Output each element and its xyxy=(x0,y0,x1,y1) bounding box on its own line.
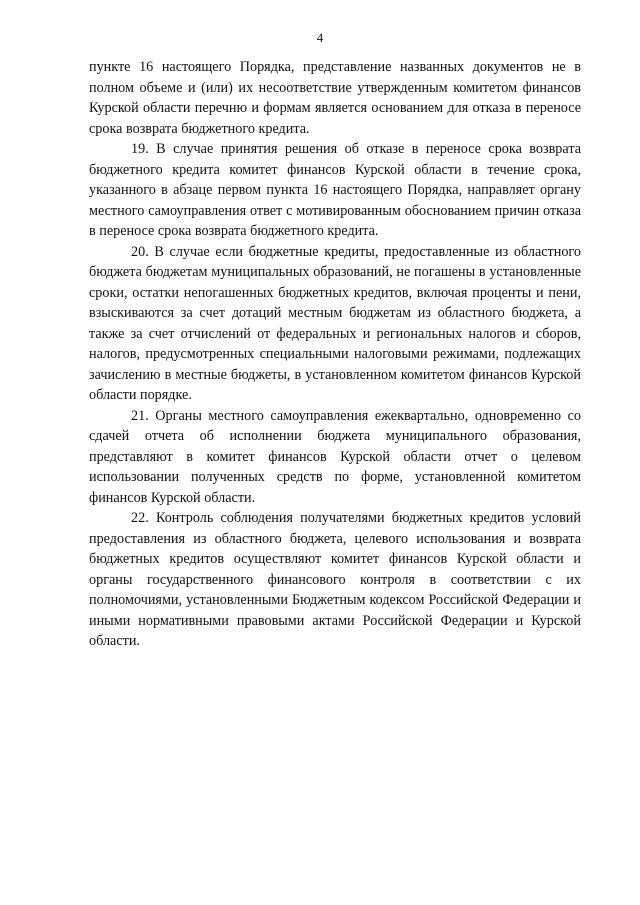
paragraph-20: 20. В случае если бюджетные кредиты, предоставленные из областного бюджета бюджетам муниципальных образований, не погашены в установленные сроки, остатки непогашенных бюджетных кредитов, включая проценты и пени, взыскиваются за счет дотаций местным бюджетам из областного бюджета, а также за счет отчислений от федеральных и региональных налогов и сборов, налогов, предусмотренных специальными налоговыми режимами, подлежащих зачислению в местные бюджеты, в установленном комитетом финансов Курской области порядке. xyxy=(89,243,581,403)
paragraph-21: 21. Органы местного самоуправления ежеквартально, одновременно со сдачей отчета об исполнении бюджета муниципального образования, представляют в комитет финансов Курской области отчет о целевом использовании полученных средств по форме, установленной комитетом финансов Курской области. xyxy=(89,407,581,506)
document-body xyxy=(89,57,581,652)
paragraph-19: 19. В случае принятия решения об отказе в переносе срока возврата бюджетного кредита комитет финансов Курской области в течение срока, указанного в абзаце первом пункта 16 настоящего Порядка, направляет органу местного самоуправления ответ с мотивированным обоснованием причин отказа в переносе срока возврата бюджетного кредита. xyxy=(89,141,581,239)
page-number: 4 xyxy=(316,30,324,45)
paragraph-22: 22. Контроль соблюдения получателями бюджетных кредитов условий предоставления из областного бюджета, целевого использования и возврата бюджетных кредитов осуществляют комитет финансов Курской области и органы государственного финансового контроля в соответствии с их полномочиями, установленными Бюджетным кодексом Российской Федерации и иными нормативными правовыми актами Российской Федерации и Курской области. xyxy=(89,510,581,649)
paragraph-continued: пункте 16 настоящего Порядка, представление названных документов не в полном объеме и (или) их несоответствие утвержденным комитетом финансов Курской области перечню и формам является основанием для отказа в переносе срока возврата бюджетного кредита. xyxy=(89,59,581,137)
